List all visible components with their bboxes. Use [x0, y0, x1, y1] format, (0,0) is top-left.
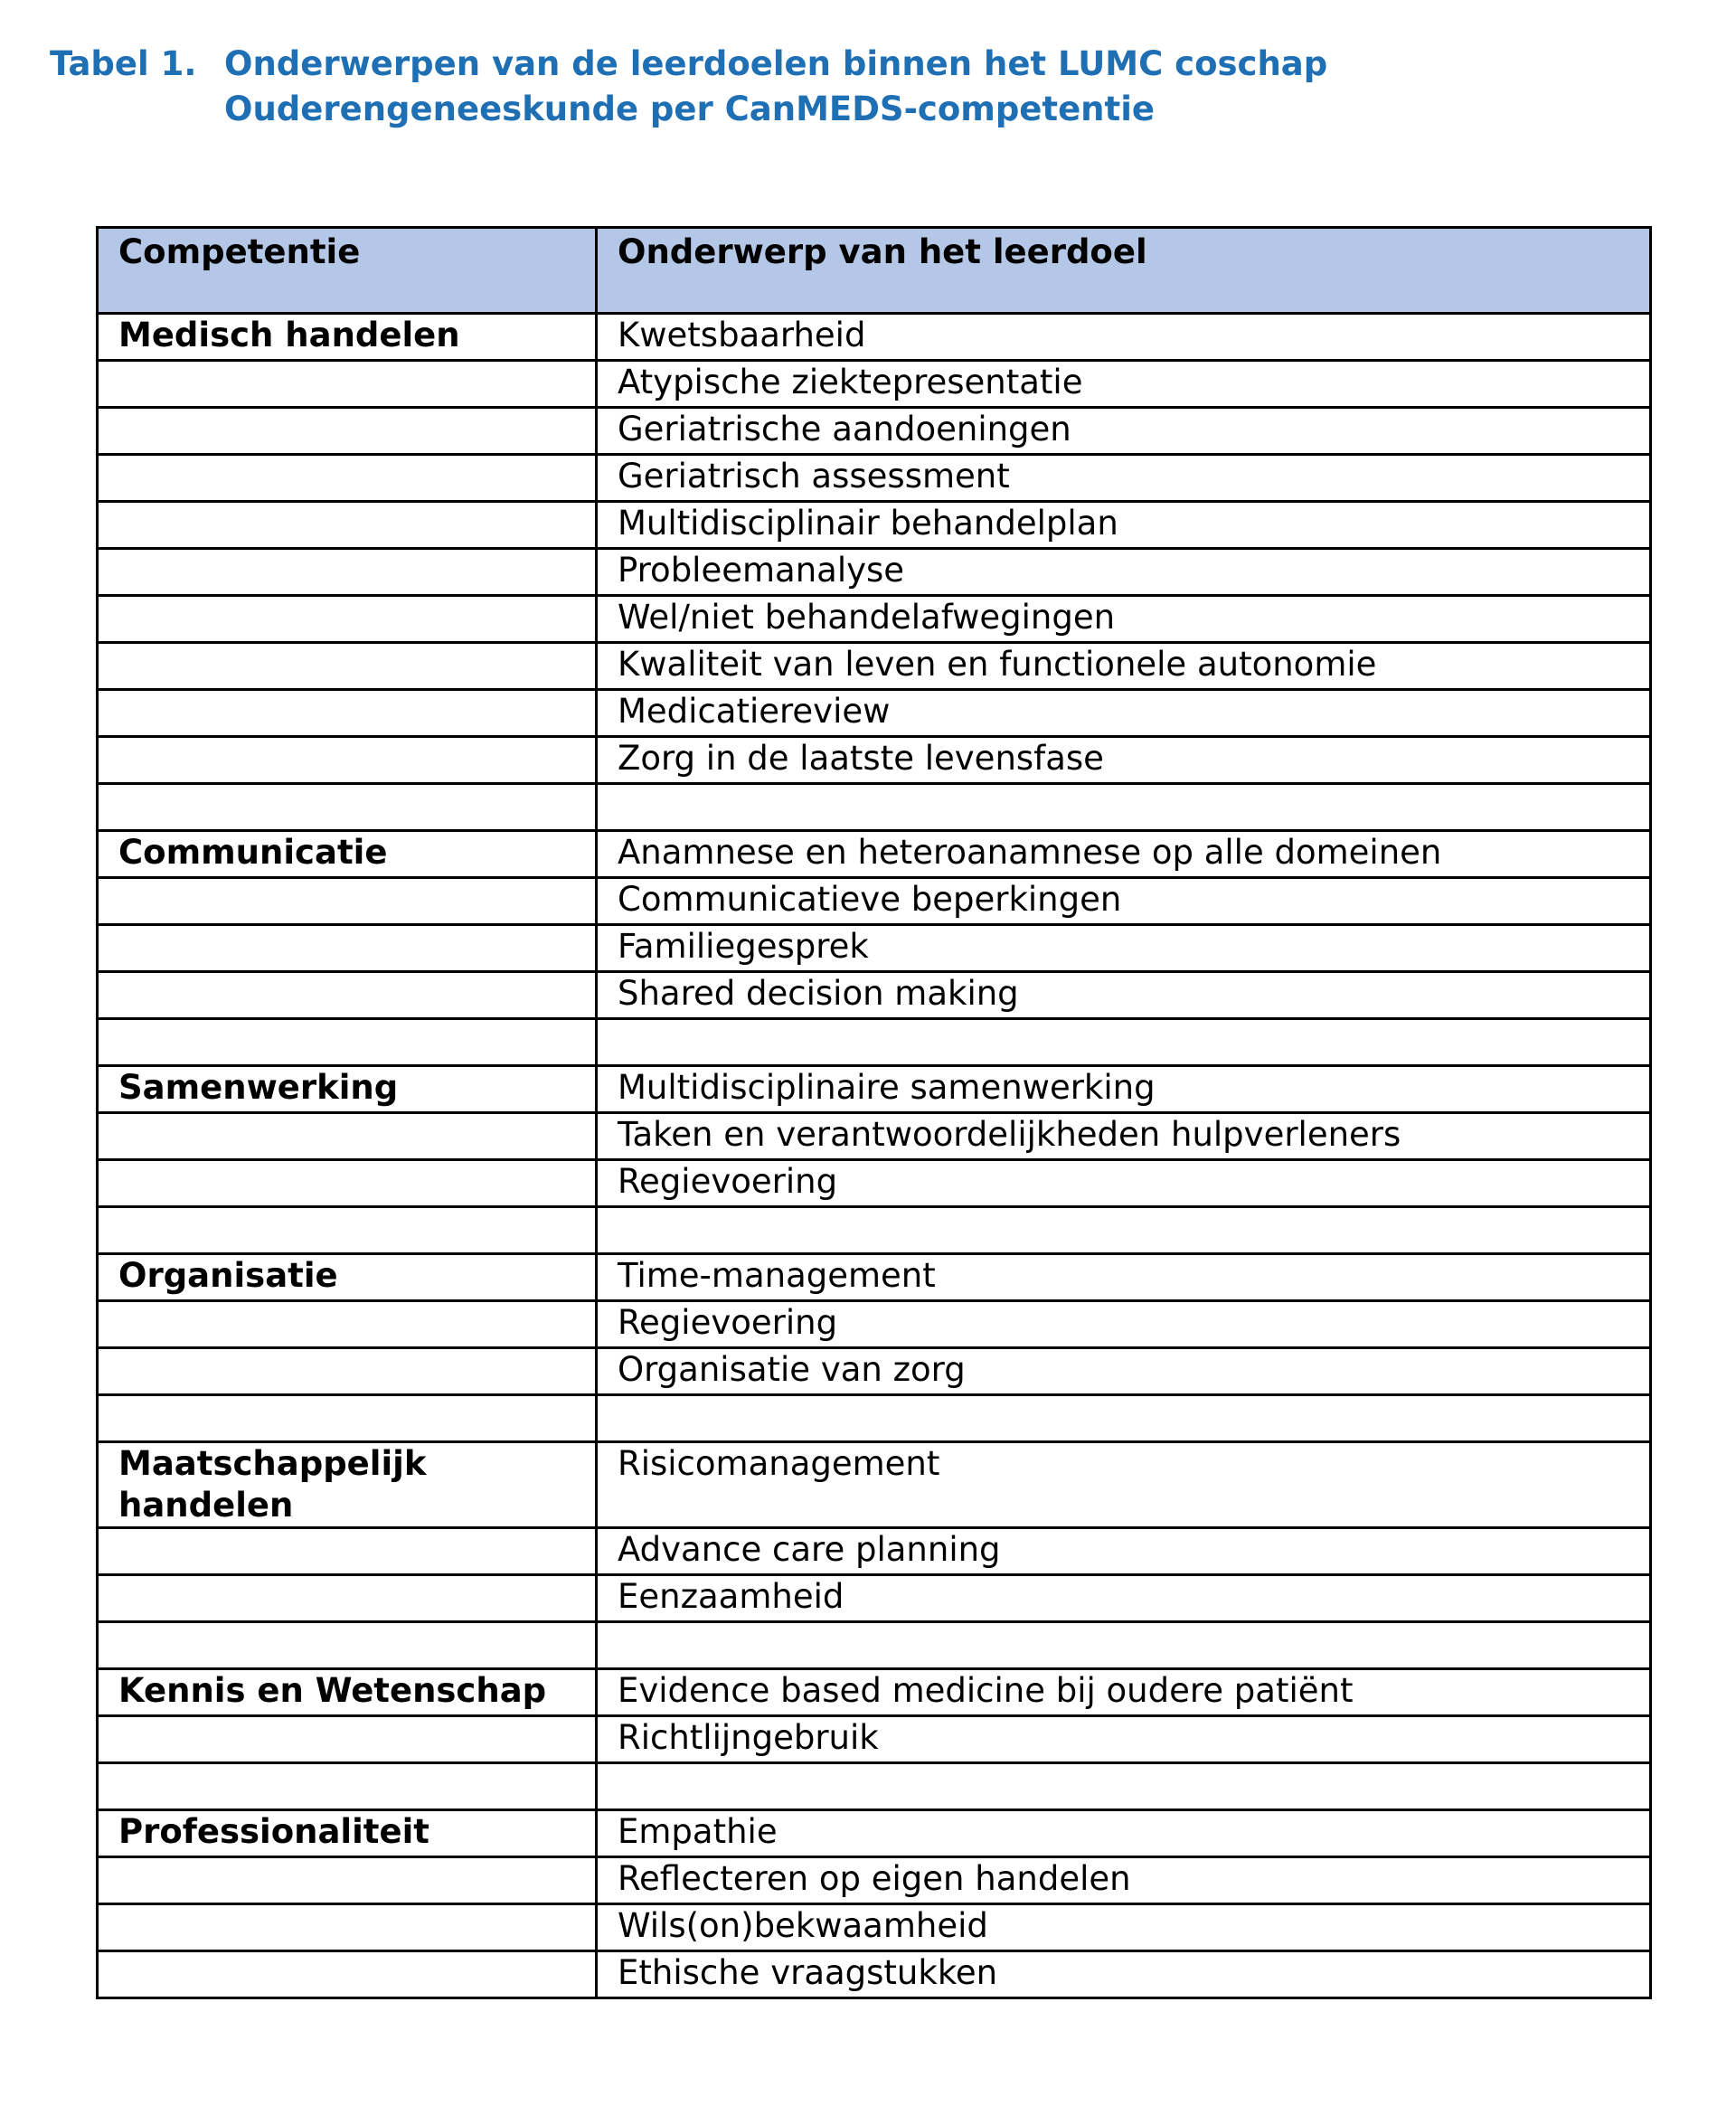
- table-row: [98, 1716, 1651, 1763]
- competentie-cell: Maatschappelijk handelen: [98, 1442, 597, 1528]
- caption-line-2: [50, 87, 1677, 132]
- competentie-cell: Organisatie: [98, 1254, 597, 1301]
- caption-line-1: [50, 42, 1677, 87]
- table-caption: [50, 42, 1677, 132]
- table-body: [98, 314, 1651, 1998]
- table-row: [98, 1254, 1651, 1301]
- onderwerp-cell: Evidence based medicine bij oudere patiënt: [597, 1669, 1651, 1716]
- table-row: [98, 1904, 1651, 1951]
- table-row: [98, 1622, 1651, 1669]
- onderwerp-cell: Regievoering: [597, 1160, 1651, 1207]
- table-row: [98, 643, 1651, 690]
- onderwerp-cell: Reflecteren op eigen handelen: [597, 1857, 1651, 1904]
- competentie-cell: [98, 1904, 597, 1951]
- onderwerp-cell: Atypische ziektepresentatie: [597, 361, 1651, 408]
- table-row: [98, 361, 1651, 408]
- caption-title-line-1: Onderwerpen van de leerdoelen binnen het LUMC coschap: [224, 44, 1328, 83]
- onderwerp-cell: [597, 1207, 1651, 1254]
- competentie-cell: [98, 737, 597, 784]
- competentie-cell: [98, 878, 597, 925]
- onderwerp-cell: Medicatiereview: [597, 690, 1651, 737]
- onderwerp-cell: [597, 1763, 1651, 1810]
- table-row: [98, 1857, 1651, 1904]
- table-row: [98, 1207, 1651, 1254]
- competentie-cell: [98, 502, 597, 549]
- onderwerp-cell: [597, 1622, 1651, 1669]
- competentie-cell: [98, 1575, 597, 1622]
- competentie-cell: [98, 408, 597, 455]
- onderwerp-cell: [597, 1019, 1651, 1066]
- onderwerp-cell: Eenzaamheid: [597, 1575, 1651, 1622]
- competentie-cell: [98, 1348, 597, 1395]
- onderwerp-cell: Ethische vraagstukken: [597, 1951, 1651, 1998]
- onderwerp-cell: Kwetsbaarheid: [597, 314, 1651, 361]
- competentie-cell: [98, 361, 597, 408]
- table-row: [98, 831, 1651, 878]
- competentie-cell: [98, 1301, 597, 1348]
- onderwerp-cell: [597, 784, 1651, 831]
- onderwerp-cell: Regievoering: [597, 1301, 1651, 1348]
- table-row: [98, 314, 1651, 361]
- onderwerp-cell: Anamnese en heteroanamnese op alle domeinen: [597, 831, 1651, 878]
- competentie-cell: Communicatie: [98, 831, 597, 878]
- competentie-cell: Samenwerking: [98, 1066, 597, 1113]
- onderwerp-cell: Geriatrische aandoeningen: [597, 408, 1651, 455]
- table-row: [98, 1066, 1651, 1113]
- competentie-cell: [98, 925, 597, 972]
- table-row: [98, 1763, 1651, 1810]
- onderwerp-cell: Familiegesprek: [597, 925, 1651, 972]
- onderwerp-cell: Richtlijngebruik: [597, 1716, 1651, 1763]
- table-row: [98, 1575, 1651, 1622]
- table-row: [98, 737, 1651, 784]
- competentie-cell: [98, 1951, 597, 1998]
- competentie-cell: [98, 972, 597, 1019]
- competentie-cell: [98, 1113, 597, 1160]
- competentie-cell: Kennis en Wetenschap: [98, 1669, 597, 1716]
- competentie-cell: [98, 455, 597, 502]
- onderwerp-cell: Geriatrisch assessment: [597, 455, 1651, 502]
- competency-table-container: [96, 226, 1649, 1999]
- onderwerp-cell: Multidisciplinair behandelplan: [597, 502, 1651, 549]
- table-row: [98, 1528, 1651, 1575]
- table-header-row: [98, 228, 1651, 314]
- competentie-cell: [98, 1622, 597, 1669]
- onderwerp-cell: Advance care planning: [597, 1528, 1651, 1575]
- table-row: [98, 1019, 1651, 1066]
- table-row: [98, 784, 1651, 831]
- competentie-cell: Professionaliteit: [98, 1810, 597, 1857]
- competentie-cell: [98, 690, 597, 737]
- onderwerp-cell: Time-management: [597, 1254, 1651, 1301]
- competentie-cell: [98, 1395, 597, 1442]
- onderwerp-cell: Kwaliteit van leven en functionele autonomie: [597, 643, 1651, 690]
- competentie-cell: [98, 1763, 597, 1810]
- onderwerp-cell: Multidisciplinaire samenwerking: [597, 1066, 1651, 1113]
- table-row: [98, 1301, 1651, 1348]
- competentie-cell: [98, 549, 597, 596]
- table-row: [98, 1669, 1651, 1716]
- competentie-cell: Medisch handelen: [98, 314, 597, 361]
- competentie-cell: [98, 643, 597, 690]
- table-row: [98, 925, 1651, 972]
- table-row: [98, 1395, 1651, 1442]
- onderwerp-cell: Shared decision making: [597, 972, 1651, 1019]
- table-row: [98, 1442, 1651, 1528]
- table-row: [98, 1810, 1651, 1857]
- table-row: [98, 408, 1651, 455]
- table-row: [98, 455, 1651, 502]
- onderwerp-cell: Wel/niet behandelafwegingen: [597, 596, 1651, 643]
- table-row: [98, 549, 1651, 596]
- table-row: [98, 596, 1651, 643]
- table-row: [98, 690, 1651, 737]
- table-row: [98, 502, 1651, 549]
- onderwerp-cell: Zorg in de laatste levensfase: [597, 737, 1651, 784]
- competentie-cell: [98, 1857, 597, 1904]
- competentie-cell: [98, 1716, 597, 1763]
- caption-title-line-2: Ouderengeneeskunde per CanMEDS-competentie: [224, 90, 1155, 128]
- onderwerp-cell: Probleemanalyse: [597, 549, 1651, 596]
- competentie-cell: [98, 1528, 597, 1575]
- table-row: [98, 1951, 1651, 1998]
- header-onderwerp: Onderwerp van het leerdoel: [597, 228, 1651, 314]
- onderwerp-cell: Communicatieve beperkingen: [597, 878, 1651, 925]
- onderwerp-cell: [597, 1395, 1651, 1442]
- competentie-cell: [98, 1207, 597, 1254]
- onderwerp-cell: Empathie: [597, 1810, 1651, 1857]
- table-row: [98, 878, 1651, 925]
- table-row: [98, 1160, 1651, 1207]
- competentie-cell: [98, 1160, 597, 1207]
- onderwerp-cell: Taken en verantwoordelijkheden hulpverleners: [597, 1113, 1651, 1160]
- table-row: [98, 1348, 1651, 1395]
- header-competentie: Competentie: [98, 228, 597, 314]
- competentie-cell: [98, 596, 597, 643]
- competentie-cell: [98, 784, 597, 831]
- onderwerp-cell: Organisatie van zorg: [597, 1348, 1651, 1395]
- table-row: [98, 1113, 1651, 1160]
- onderwerp-cell: Risicomanagement: [597, 1442, 1651, 1528]
- caption-label: Tabel 1.: [50, 44, 197, 83]
- onderwerp-cell: Wils(on)bekwaamheid: [597, 1904, 1651, 1951]
- competency-table: [96, 226, 1652, 1999]
- competentie-cell: [98, 1019, 597, 1066]
- table-row: [98, 972, 1651, 1019]
- caption-indent: [50, 87, 224, 132]
